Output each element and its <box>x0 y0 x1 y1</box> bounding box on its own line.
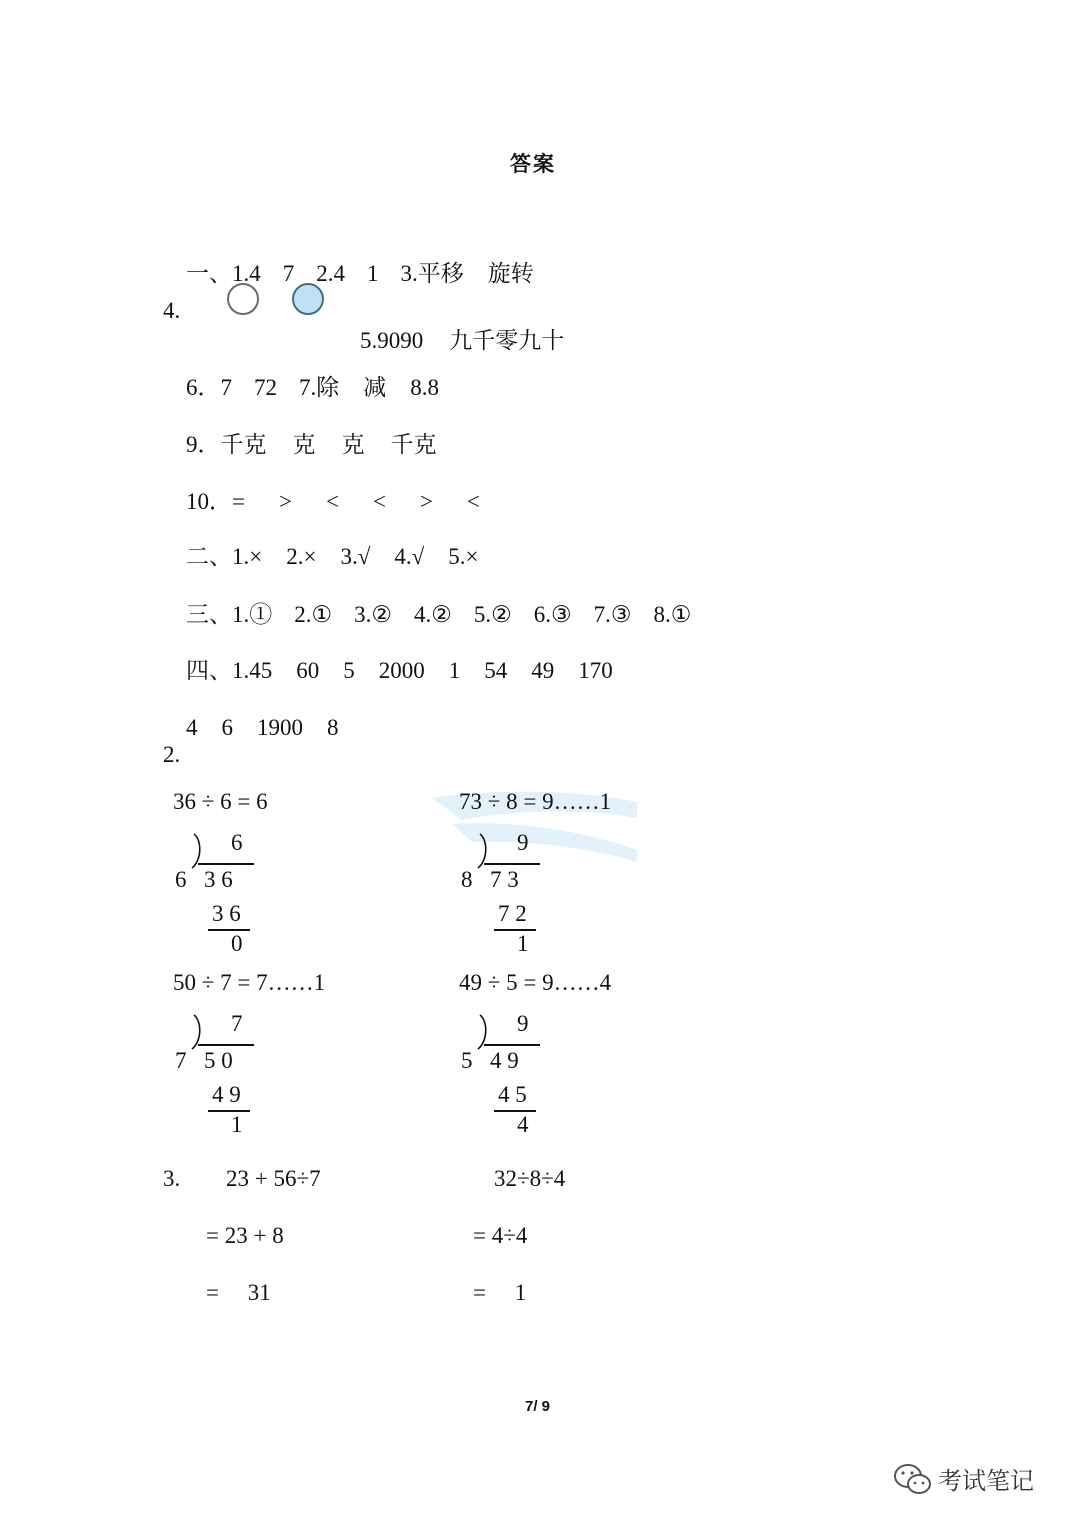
answer-item: 5 <box>343 658 355 683</box>
product: 4 5 <box>498 1082 527 1107</box>
calc-step: = 4÷4 <box>473 1223 528 1248</box>
calc-step: 32÷8÷4 <box>494 1166 566 1191</box>
remainder: 1 <box>517 931 529 956</box>
quotient: 6 <box>231 830 243 855</box>
calc-step: 23 + 56÷7 <box>226 1166 321 1191</box>
calc-step: = 1 <box>473 1280 527 1305</box>
page-title: 答案 <box>510 152 556 176</box>
answer-item: 二、1.× <box>186 544 263 569</box>
answer-item: 2000 <box>378 658 425 683</box>
page-number: 7/ 9 <box>525 1398 551 1415</box>
answer-item: 5.× <box>448 544 479 569</box>
divisor: 7 <box>175 1048 187 1073</box>
question-2-label: 2. <box>163 742 181 767</box>
answer-item: 4 <box>186 715 198 740</box>
answer-item: 6.③ <box>533 602 572 627</box>
division-equation: 49 ÷ 5 = 9……4 <box>459 970 612 995</box>
answer-item: 九千零九十 <box>449 328 565 353</box>
dividend: 7 3 <box>490 867 519 892</box>
answer-item: 旋转 <box>487 261 534 286</box>
logo-text: 考试笔记 <box>938 1467 1034 1495</box>
answer-item: > <box>278 489 292 514</box>
answer-item: 2.① <box>294 602 333 627</box>
empty-circle-icon <box>227 283 259 315</box>
dividend: 5 0 <box>204 1048 233 1073</box>
answer-item: 170 <box>578 658 613 683</box>
calc-step: = 23 + 8 <box>206 1223 284 1248</box>
question-3-label: 3. <box>163 1166 181 1191</box>
answer-item: 克 <box>292 432 316 457</box>
divisor: 5 <box>461 1048 473 1073</box>
quotient: 9 <box>517 830 529 855</box>
dividend: 4 9 <box>490 1048 519 1073</box>
division-equation: 50 ÷ 7 = 7……1 <box>173 970 326 995</box>
remainder: 1 <box>231 1112 243 1137</box>
division-equation: 36 ÷ 6 = 6 <box>173 789 268 814</box>
division-bar <box>484 863 540 865</box>
wechat-icon <box>892 1462 934 1498</box>
answer-item: 9．千克 <box>186 432 267 457</box>
divisor: 8 <box>461 867 473 892</box>
long-division <box>172 1011 342 1136</box>
answer-item: > <box>419 489 433 514</box>
answer-item: 8 <box>327 715 339 740</box>
answer-item: 54 <box>484 658 508 683</box>
answer-item: 10．= <box>186 489 245 514</box>
answer-item: < <box>325 489 339 514</box>
division-bracket <box>458 1011 478 1051</box>
product: 3 6 <box>212 901 241 926</box>
dividend: 3 6 <box>204 867 233 892</box>
answer-item: 四、1.45 <box>186 658 273 683</box>
answer-item: 7.③ <box>593 602 632 627</box>
answer-item: 3.√ <box>340 544 371 569</box>
answer-item: 2.× <box>286 544 317 569</box>
answer-item: 6．7 <box>186 375 232 400</box>
answer-item: 3.② <box>354 602 392 627</box>
answer-item: 72 <box>254 375 277 400</box>
answer-item: < <box>466 489 480 514</box>
answer-line-2-prefix: 4. <box>163 298 181 323</box>
answer-item: 5.② <box>473 602 512 627</box>
answer-item: 一、1.4 <box>186 261 261 286</box>
answer-item: 7.除 <box>299 375 340 400</box>
divisor: 6 <box>175 867 187 892</box>
answer-item: 7 <box>282 261 295 286</box>
answer-item: 1900 <box>257 715 303 740</box>
calc-step: = 31 <box>206 1280 271 1305</box>
answer-item: 60 <box>296 658 320 683</box>
answer-item: 2.4 <box>316 261 345 286</box>
quotient: 9 <box>517 1011 529 1036</box>
subtraction-line <box>208 929 250 931</box>
long-division <box>458 1011 628 1136</box>
answer-item: 1 <box>367 261 379 286</box>
remainder: 0 <box>231 931 243 956</box>
quotient: 7 <box>231 1011 243 1036</box>
subtraction-line <box>494 929 536 931</box>
answer-item: < <box>372 489 386 514</box>
division-equation: 73 ÷ 8 = 9……1 <box>459 789 612 814</box>
product: 7 2 <box>498 901 527 926</box>
answer-item: 克 <box>341 432 365 457</box>
division-bar <box>198 863 254 865</box>
subtraction-line <box>494 1110 536 1112</box>
answer-item: 3.平移 <box>400 261 464 286</box>
answer-item: 三、1.① <box>186 602 273 627</box>
long-division <box>458 830 628 955</box>
answer-item: 6 <box>221 715 233 740</box>
division-bracket <box>172 830 192 870</box>
answer-item: 4.√ <box>394 544 425 569</box>
answer-item: 49 <box>531 658 555 683</box>
product: 4 9 <box>212 1082 241 1107</box>
answer-item: 5.9090 <box>360 328 424 353</box>
division-bracket <box>458 830 478 870</box>
answer-item: 8.8 <box>410 375 439 400</box>
section-4-line-2 <box>163 683 339 773</box>
remainder: 4 <box>517 1112 529 1137</box>
blue-filled-circle-icon <box>292 283 324 315</box>
answer-item: 1 <box>448 658 461 683</box>
subtraction-line <box>208 1110 250 1112</box>
division-bracket <box>172 1011 192 1051</box>
division-bar <box>484 1044 540 1046</box>
answer-item: 8.① <box>653 602 692 627</box>
long-division <box>172 830 342 955</box>
answer-item: 千克 <box>390 432 437 457</box>
answer-item: 4.② <box>414 602 452 627</box>
answer-item: 减 <box>363 375 387 400</box>
division-bar <box>198 1044 254 1046</box>
